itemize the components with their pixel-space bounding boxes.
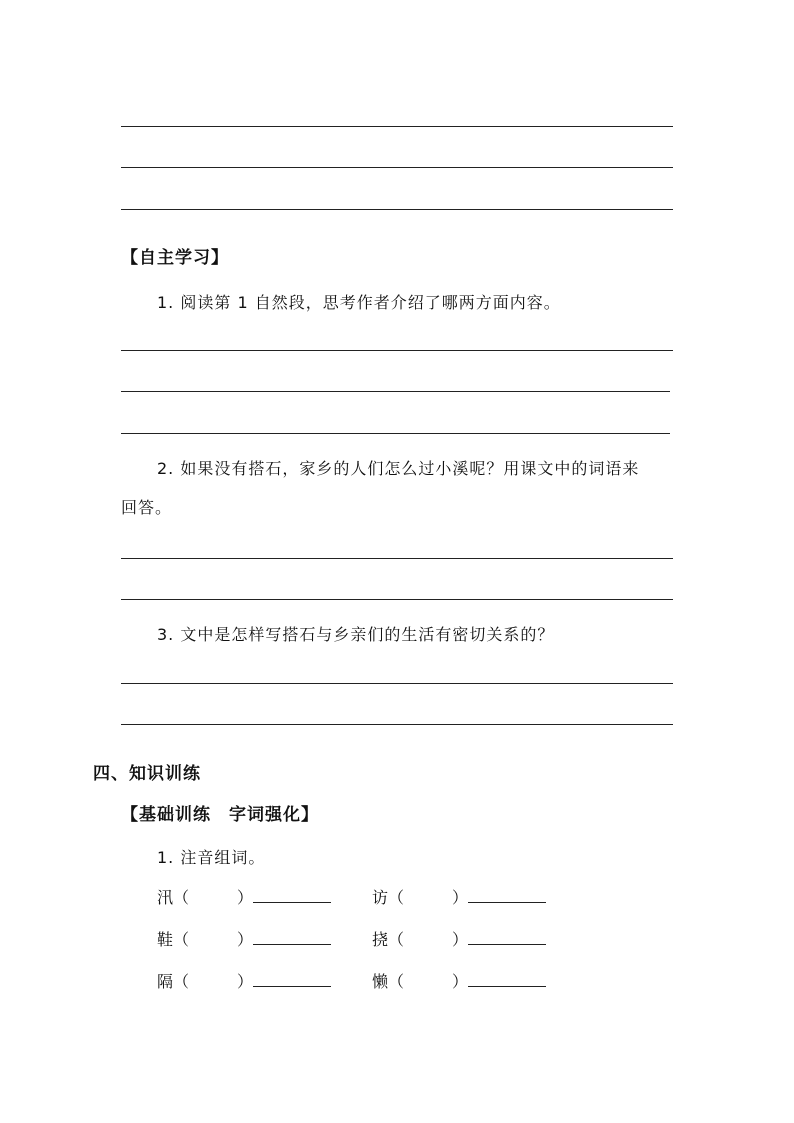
question-2-line-1: 2. 如果没有搭石，家乡的人们怎么过小溪呢？用课文中的词语来 [157, 459, 640, 478]
answer-line [121, 558, 673, 559]
char: 鞋 [157, 930, 174, 949]
question-1: 1. 阅读第 1 自然段，思考作者介绍了哪两方面内容。 [157, 293, 561, 312]
question-2-line-2: 回答。 [121, 498, 173, 517]
char-item [157, 888, 331, 908]
answer-line [121, 599, 673, 600]
word-blank [468, 972, 546, 987]
section-heading-knowledge: 四、知识训练 [93, 764, 201, 784]
char-item [372, 972, 546, 992]
pinyin-paren: （ ） [388, 888, 469, 907]
question-3: 3. 文中是怎样写搭石与乡亲们的生活有密切关系的？ [157, 625, 555, 644]
section-heading-self-study: 【自主学习】 [121, 248, 229, 268]
pinyin-paren: （ ） [173, 888, 254, 907]
word-blank [468, 888, 546, 903]
pinyin-paren: （ ） [173, 972, 254, 991]
answer-line [121, 126, 673, 127]
answer-line [121, 724, 673, 725]
char-item [372, 888, 546, 908]
word-blank [253, 972, 331, 987]
char: 访 [372, 888, 389, 907]
question-pinyin: 1. 注音组词。 [157, 848, 266, 867]
word-blank [253, 888, 331, 903]
char-item [157, 972, 331, 992]
subheading-basic-training: 【基础训练 字词强化】 [121, 805, 319, 825]
char: 挠 [372, 930, 389, 949]
pinyin-paren: （ ） [388, 972, 469, 991]
pinyin-paren: （ ） [173, 930, 254, 949]
char: 隔 [157, 972, 174, 991]
char-item [157, 930, 331, 950]
word-blank [468, 930, 546, 945]
answer-line [121, 683, 673, 684]
char: 懒 [372, 972, 389, 991]
char: 汛 [157, 888, 174, 907]
pinyin-paren: （ ） [388, 930, 469, 949]
answer-line [121, 167, 673, 168]
answer-line [121, 209, 673, 210]
answer-line [121, 350, 673, 351]
word-blank [253, 930, 331, 945]
char-item [372, 930, 546, 950]
answer-line [121, 433, 670, 434]
answer-line [121, 391, 670, 392]
